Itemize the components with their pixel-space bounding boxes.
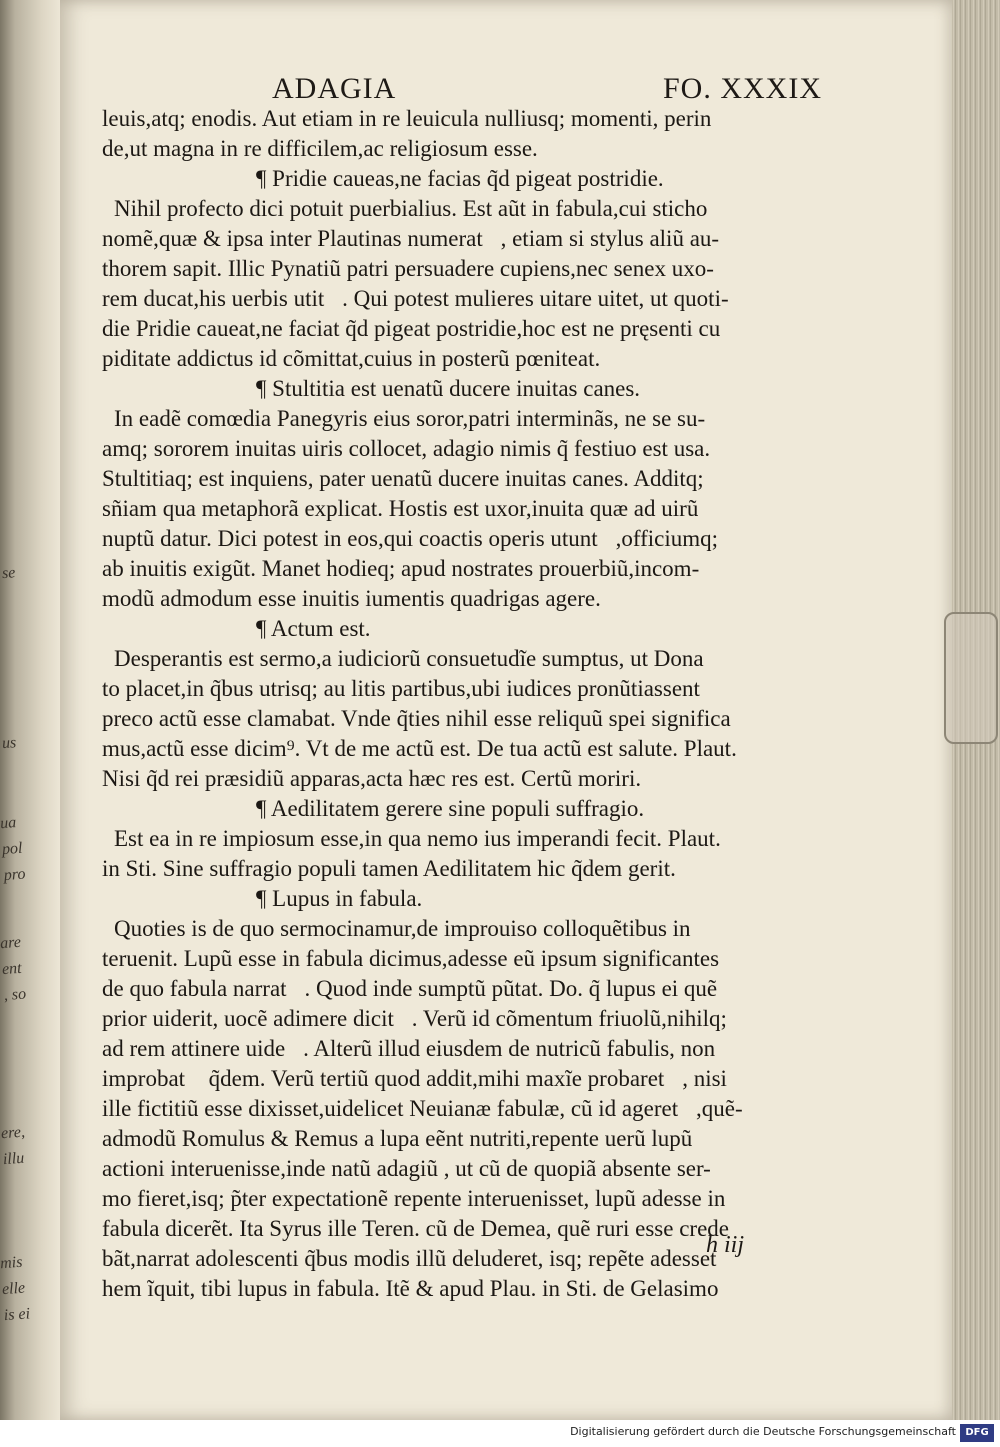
text-line: In eadẽ comœdia Panegyris eius soror,patri interminãs, ne se su- (114, 406, 706, 431)
text-line: hem ĩquit, tibi lupus in fabula. Itẽ & apud Plau. in Sti. de Gelasimo (102, 1276, 719, 1301)
text-line: teruenit. Lupũ esse in fabula dicimus,adesse eũ ipsum significantes (102, 946, 720, 971)
text-line: Nisi q̃d rei præsidiũ apparas,acta hæc res est. Certũ moriri. (102, 766, 642, 791)
text-line: de,ut magna in re difficilem,ac religiosum esse. (102, 136, 538, 161)
text-line: thorem sapit. Illic Pynatiũ patri persuadere cupiens,nec senex uxo- (102, 256, 714, 281)
folio-number: FO. XXXIX (663, 72, 822, 105)
text-line: Desperantis est sermo,a iudiciorũ consuetudĩe sumptus, ut Dona (114, 646, 704, 671)
text-line: prior uiderit, uocẽ adimere dicitᷓ. Verũ id cõmentum friuolũ,nihilq; (102, 1006, 727, 1031)
running-head-title: ADAGIA (272, 72, 397, 105)
text-line: Est ea in re impiosum esse,in qua nemo ius imperandi fecit. Plaut. (114, 826, 721, 851)
margin-fragment: ere, illu (0, 1123, 26, 1169)
text-line: die Pridie caueat,ne faciat q̃d pigeat postridie,hoc est ne pręsenti cu (102, 316, 721, 341)
text-line: admodũ Romulus & Remus a lupa eẽnt nutriti,repente uerũ lupũ (102, 1126, 693, 1151)
text-line: to placet,in q̃bus utrisq; au litis partibus,ubi iudices pronũtiassent (102, 676, 700, 701)
text-line: nomẽ,quæ & ipsa inter Plautinas numeratᷓ, etiam si stylus aliũ au- (102, 226, 720, 251)
text-line: piditate addictus id cõmittat,cuius in posterũ pœniteat. (102, 346, 601, 371)
text-line: preco actũ esse clamabat. Vnde q̃ties nihil esse reliquũ spei significa (102, 706, 731, 731)
text-line: Stultitiaq; est inquiens, pater uenatũ ducere inuitas canes. Additq; (102, 466, 704, 491)
adage-heading: ¶ Lupus in fabula. (256, 886, 423, 911)
text-line: improbatᷓ q̃dem. Verũ tertiũ quod addit,mihi maxĩe probaretᷓ, nisi (102, 1066, 727, 1091)
margin-fragment: ua pol pro (0, 814, 27, 885)
text-line: Quoties is de quo sermocinamur,de improuiso colloquẽtibus in (114, 916, 691, 941)
adage-heading: ¶ Stultitia est uenatũ ducere inuitas canes. (256, 376, 641, 401)
adage-heading: ¶ Pridie caueas,ne facias q̃d pigeat postridie. (256, 166, 664, 191)
adage-heading: ¶ Actum est. (256, 616, 371, 641)
funding-credit: Digitalisierung gefördert durch die Deutsche Forschungsgemeinschaft (570, 1425, 956, 1438)
footer-bar (0, 1420, 1000, 1447)
dfg-logo-icon: DFG (960, 1424, 994, 1442)
margin-fragment: mis elle is ei (0, 1253, 31, 1325)
adage-heading: ¶ Aedilitatem gerere sine populi suffragio. (256, 796, 645, 821)
text-line: de quo fabula narratᷓ. Quod inde sumptũ pũtat. Do. q̃ lupus ei quẽ (102, 976, 718, 1001)
text-line: ad rem attinere uideᷓ. Alterũ illud eiusdem de nutricũ fabulis, non (102, 1036, 716, 1061)
text-line: mus,actũ esse dicim⁹. Vt de me actũ est. De tua actũ est salute. Plaut. (102, 736, 737, 761)
text-line: Nihil profecto dici potuit puerbialius. Est aũt in fabula,cui sticho (114, 196, 708, 221)
margin-fragment: se (1, 564, 16, 583)
signature-mark: h iij (706, 1232, 745, 1258)
text-line: leuis,atq; enodis. Aut etiam in re leuicula nulliusq; momenti, perin (102, 106, 712, 131)
facing-page-edge (0, 0, 60, 1420)
text-line: modũ admodum esse inuitis iumentis quadrigas agere. (102, 586, 601, 611)
text-line: in Sti. Sine suffragio populi tamen Aedilitatem hic q̃dem gerit. (102, 856, 676, 881)
text-line: sñiam qua metaphorã explicat. Hostis est uxor,inuita quæ ad uirũ (102, 496, 699, 521)
text-line: amq; sororem inuitas uiris collocet, adagio nimis q̃ festiuo est usa. (102, 436, 711, 461)
text-line: nuptũ datur. Dici potest in eos,qui coactis operis utuntᷓ,officiumq; (102, 526, 719, 551)
text-line: mo fieret,isq; p̃ter expectationẽ repente interuenisset, lupũ adesse in (102, 1186, 726, 1211)
margin-fragment: are ent , so (0, 933, 27, 1005)
text-line: bãt,narrat adolescenti q̃bus modis illũ deluderet, isq; repẽte adesset (102, 1246, 717, 1271)
text-line: fabula dicerẽt. Ita Syrus ille Teren. cũ de Demea, quẽ ruri esse crede (102, 1216, 729, 1241)
text-line: rem ducat,his uerbis utitᷓ. Qui potest mulieres uitare uitet, ut quoti- (102, 286, 729, 311)
text-line: ab inuitis exigũt. Manet hodieq; apud nostrates prouerbiũ,incom- (102, 556, 700, 581)
text-line: actioni interuenisse,inde natũ adagiũ , ut cũ de quopiã absente ser- (102, 1156, 711, 1181)
text-line: ille fictitiũ esse dixisset,uidelicet Neuianæ fabulæ, cũ id ageretᷓ,quẽ- (102, 1096, 743, 1121)
body-text (102, 104, 824, 1304)
book-clasp (944, 612, 998, 744)
margin-fragment: us (1, 734, 17, 753)
